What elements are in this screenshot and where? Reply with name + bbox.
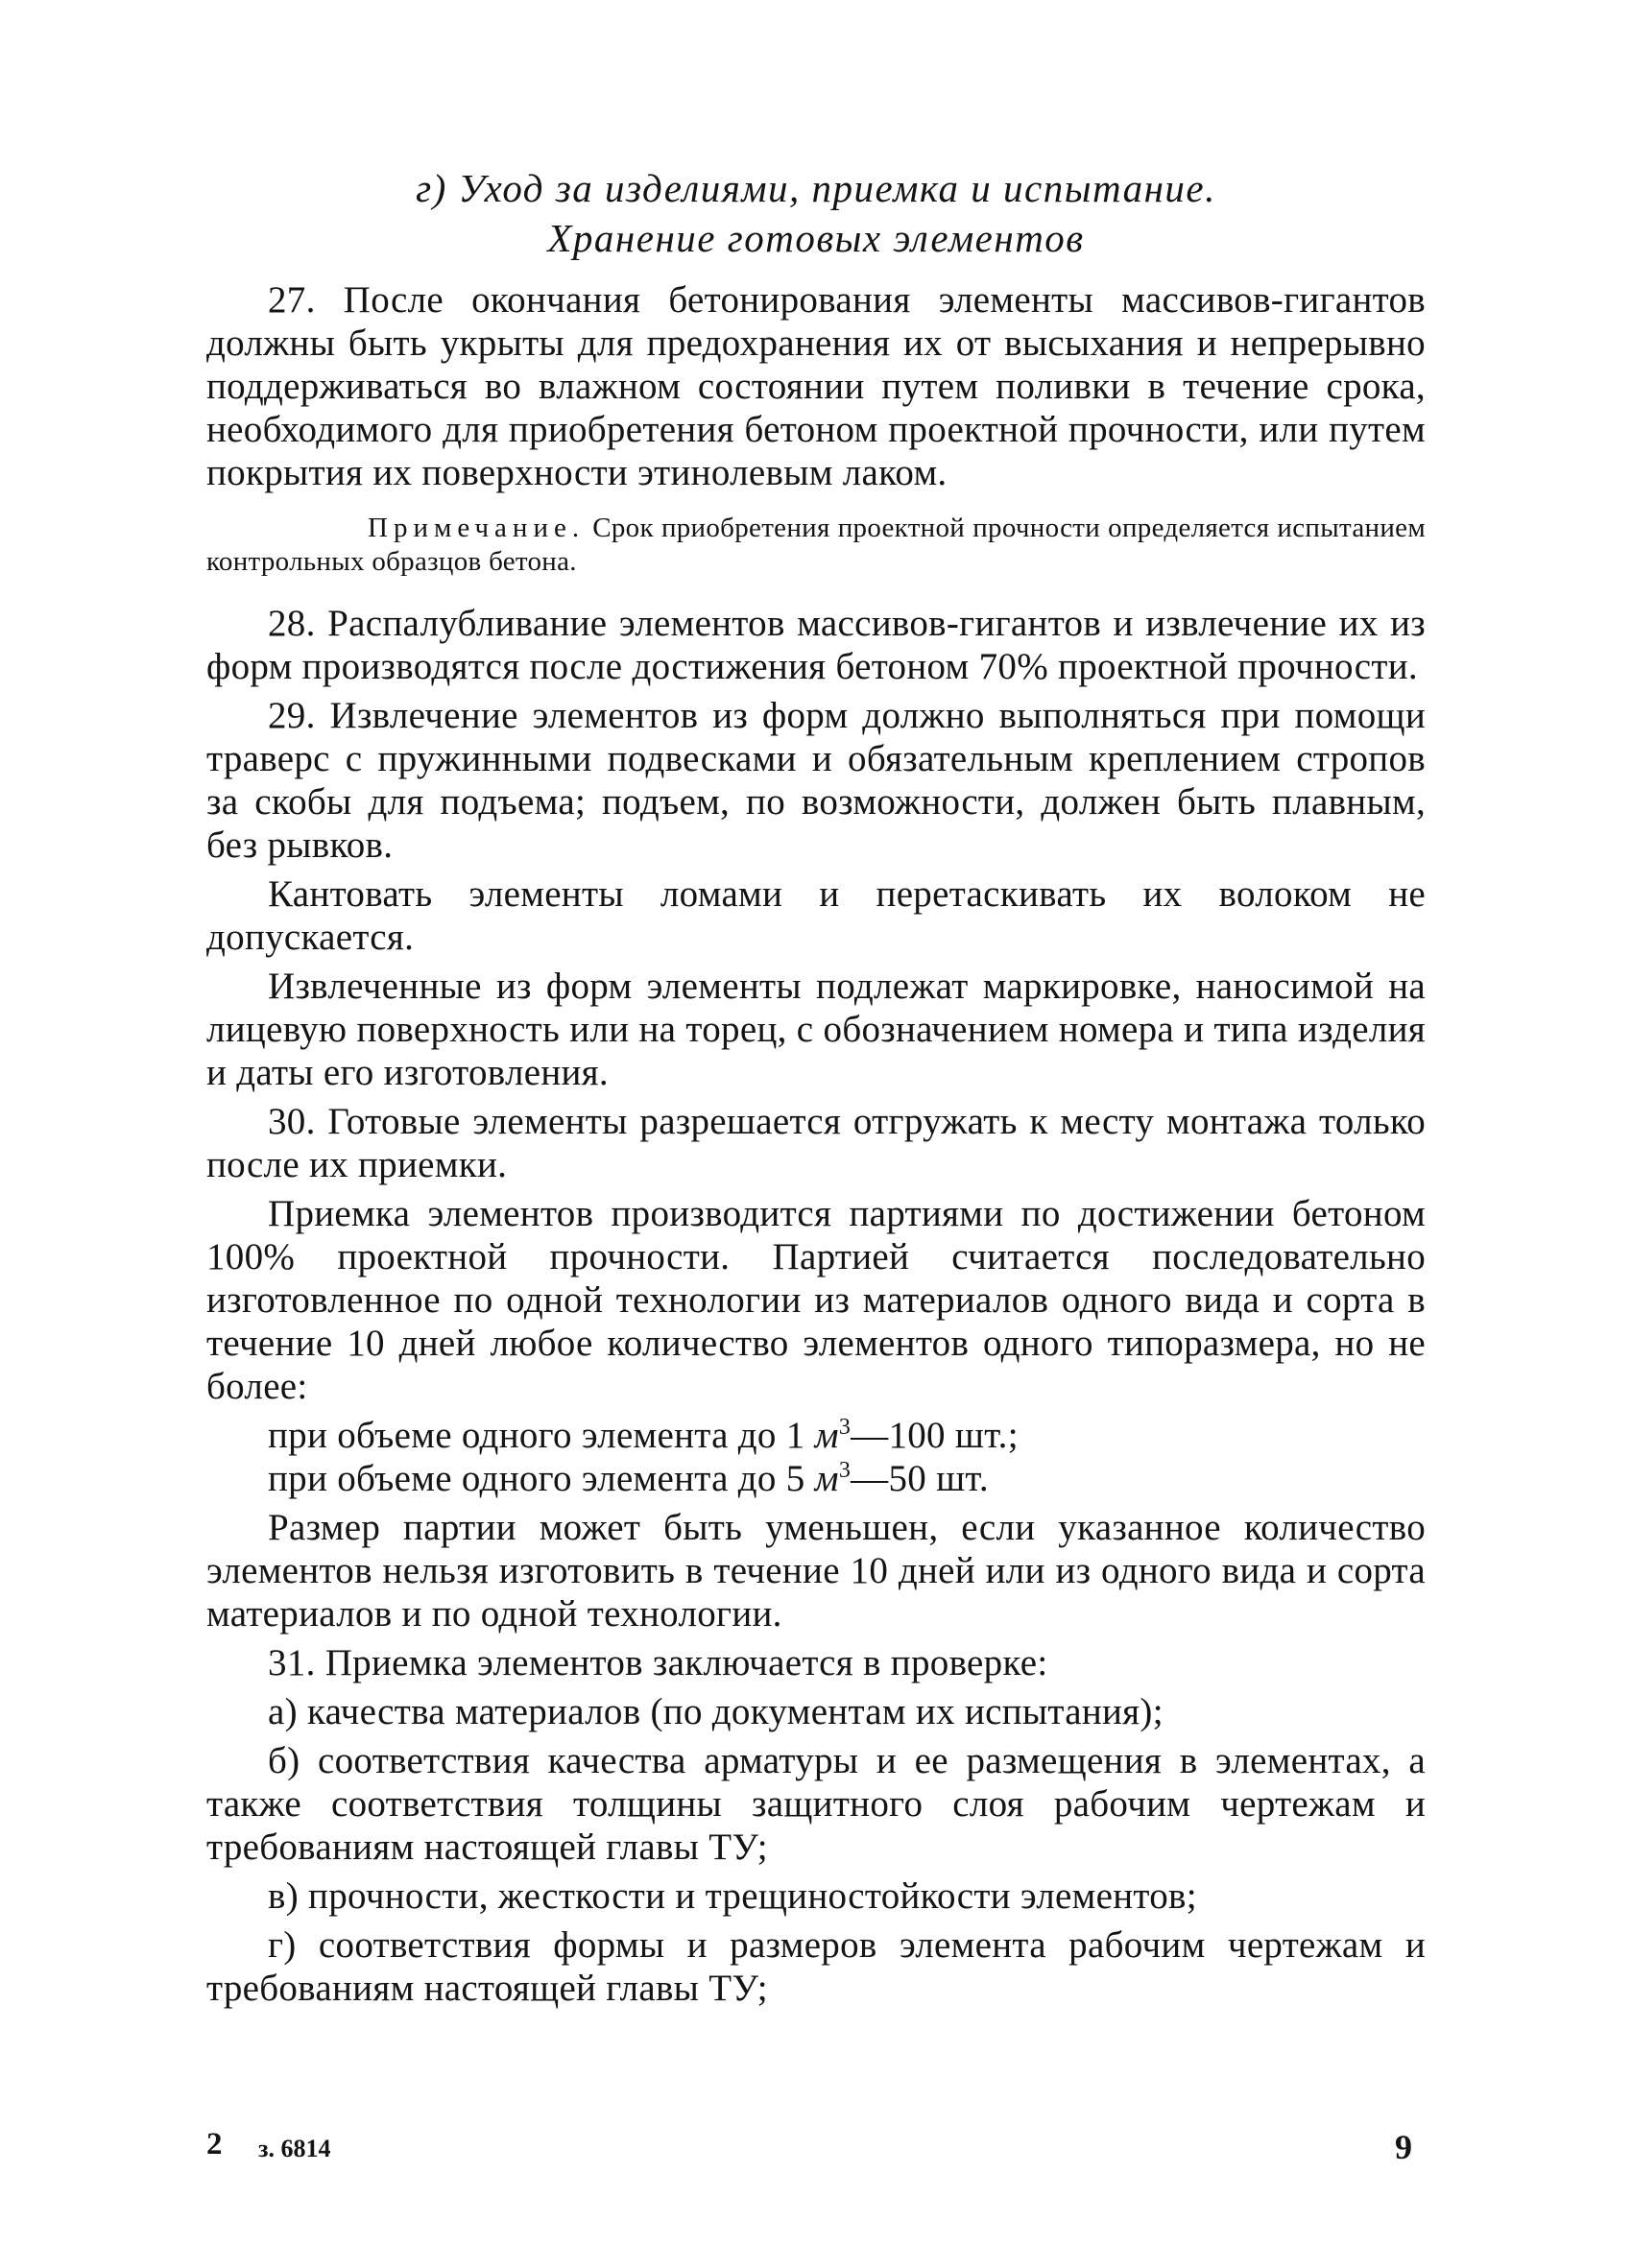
batch-limit-2-count: —50 шт.	[851, 1458, 989, 1499]
page-number: 9	[1395, 2128, 1412, 2166]
document-page	[206, 163, 1426, 2208]
list-item-31a: а) качества материалов (по документам их испытания);	[268, 1691, 1164, 1732]
print-order-number: з. 6814	[258, 2135, 331, 2162]
batch-limit-1-text: при объеме одного элемента до 1	[268, 1415, 815, 1456]
paragraph-29-marking: Извлеченные из форм элементы подлежат маркировке, наносимой на лицевую поверхность или на торец, с обозначением номера и типа изделия и даты его изготовления.	[206, 966, 1426, 1093]
batch-limit-2	[206, 1457, 1426, 1500]
list-item-31b: б) соответствия качества арматуры и ее размещения в элементах, а также соответствия толщины защитного слоя рабочим чертежам и требованиям настоящей главы ТУ;	[206, 1740, 1426, 1868]
signature-mark: 2	[206, 2127, 223, 2161]
batch-limit-1-exponent: 3	[838, 1415, 852, 1440]
paragraph-28: 28. Распалубливание элементов массивов-гигантов и извлечение их из форм производятся после достижения бетоном 70% проектной прочности.	[206, 603, 1426, 687]
document-body	[206, 278, 1426, 2010]
paragraph-31: 31. Приемка элементов заключается в проверке:	[268, 1642, 1048, 1683]
batch-limit-1-count: —100 шт.;	[851, 1415, 1019, 1456]
page-footer	[206, 2127, 1426, 2175]
note	[206, 512, 1426, 579]
paragraph-29: 29. Извлечение элементов из форм должно выполняться при помощи траверс с пружинными подвесками и обязательным креплением стропов за скобы для подъема; подъем, по возможности, должен быть плавным, без рывков.	[206, 695, 1426, 866]
paragraph-30-acceptance: Приемка элементов производится партиями по достижении бетоном 100% проектной прочности. Партией считается последовательно изготовленное по одной технологии из материалов одного вида и сорта в течение 10 дней любое количество элементов одного типоразмера, но не более:	[206, 1193, 1426, 1407]
paragraph-30: 30. Готовые элементы разрешается отгружать к месту монтажа только после их приемки.	[206, 1101, 1426, 1185]
section-heading-line-1: г) Уход за изделиями, приемка и испытание.	[416, 166, 1216, 210]
batch-limit-1	[206, 1414, 1426, 1457]
list-item-31d: г) соответствия формы и размеров элемента рабочим чертежам и требованиям настоящей главы ТУ;	[206, 1924, 1426, 2009]
paragraph-30-batch-size: Размер партии может быть уменьшен, если указанное количество элементов нельзя изготовить в течение 10 дней или из одного вида и сорта материалов и по одной технологии.	[206, 1507, 1426, 1635]
batch-limit-2-exponent: 3	[838, 1458, 852, 1483]
batch-limit-2-text: при объеме одного элемента до 5	[268, 1458, 815, 1499]
section-heading-line-2: Хранение готовых элементов	[547, 216, 1085, 260]
batch-limit-1-unit: м	[814, 1415, 839, 1456]
paragraph-27: 27. После окончания бетонирования элементы массивов-гигантов должны быть укрыты для предохранения их от высыхания и непрерывно поддерживаться во влажном состоянии путем поливки в течение срока, необходимого для приобретения бетоном проектной прочности, или путем покрытия их поверхности этинолевым лаком.	[206, 279, 1426, 493]
note-label: Примечание.	[368, 513, 586, 543]
batch-limit-2-unit: м	[814, 1458, 839, 1499]
note-text: Срок приобретения проектной прочности определяется испытанием контрольных образцов бетона.	[206, 513, 1426, 577]
paragraph-29-turning: Кантовать элементы ломами и перетаскивать их волоком не допускается.	[206, 873, 1426, 958]
list-item-31c: в) прочности, жесткости и трещиностойкости элементов;	[268, 1875, 1197, 1917]
section-heading	[206, 163, 1426, 263]
